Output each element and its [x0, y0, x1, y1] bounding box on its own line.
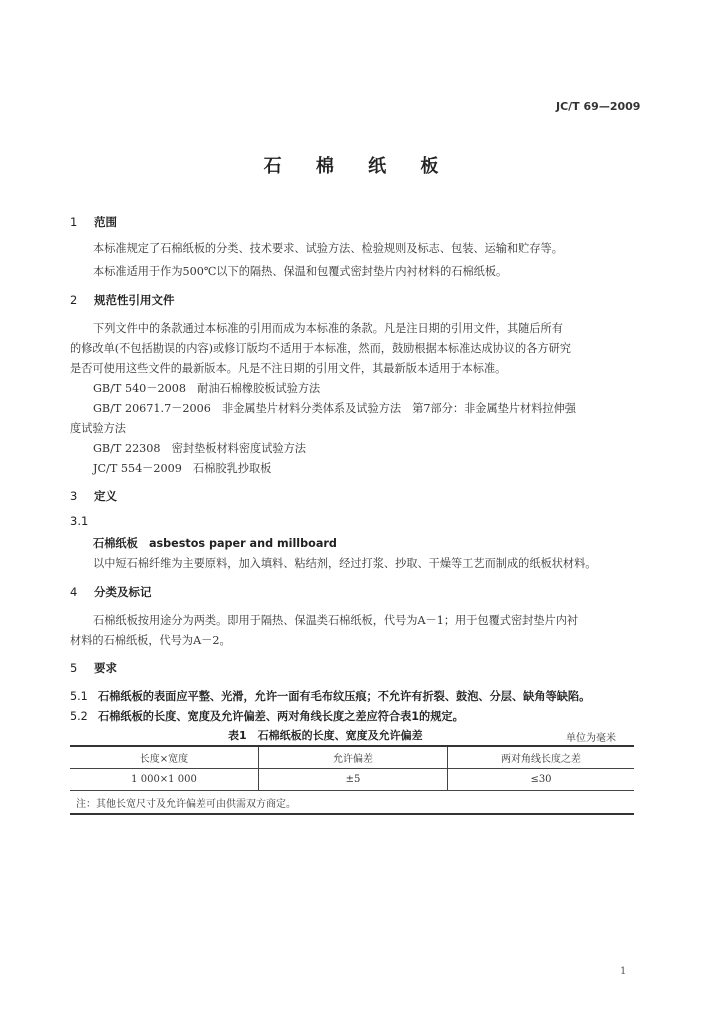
section-number: 3 [70, 489, 78, 503]
table-caption: 表1 石棉纸板的长度、宽度及允许偏差 [228, 729, 423, 742]
table-row [70, 769, 634, 791]
reference-item: JC/T 554－2009 石棉胶乳抄取板 [93, 462, 272, 475]
term-definition: 以中短石棉纤维为主要原料，加入填料、粘结剂，经过打浆、抄取、干燥等工艺而制成的纸板状材料。 [93, 557, 597, 570]
clause-number: 5.1 [70, 690, 88, 703]
reference-item: GB/T 22308 密封垫板材料密度试验方法 [93, 442, 306, 455]
clause-text: 石棉纸板的长度、宽度及允许偏差、两对角线长度之差应符合表1的规定。 [98, 710, 464, 723]
section-title: 范围 [94, 215, 117, 229]
table-note: 注：其他长宽尺寸及允许偏差可由供需双方商定。 [70, 791, 634, 815]
section-3-heading [70, 488, 117, 504]
reference-item: GB/T 540－2008 耐油石棉橡胶板试验方法 [93, 382, 321, 395]
section-5-heading [70, 660, 117, 676]
page-number: 1 [620, 966, 627, 977]
clause-number: 5.2 [70, 710, 88, 723]
section-title: 定义 [94, 489, 117, 503]
paragraph: 本标准规定了石棉纸板的分类、技术要求、试验方法、检验规则及标志、包装、运输和贮存等。 [93, 242, 563, 255]
section-number: 4 [70, 585, 78, 599]
section-title: 要求 [94, 661, 117, 675]
requirement-5-2 [70, 708, 464, 724]
section-1-heading [70, 214, 117, 230]
paragraph: 下列文件中的条款通过本标准的引用而成为本标准的条款。凡是注日期的引用文件，其随后所有 [93, 322, 563, 335]
subsection-number: 3.1 [70, 514, 89, 528]
section-4-heading [70, 584, 152, 600]
table-cell: 1 000×1 000 [70, 769, 259, 791]
column-header: 允许偏差 [259, 746, 448, 769]
section-2-heading [70, 292, 175, 308]
table-note-row [70, 791, 634, 815]
table-cell: ≤30 [448, 769, 635, 791]
section-number: 1 [70, 215, 78, 229]
section-title: 规范性引用文件 [94, 293, 175, 307]
term-definition-title: 石棉纸板 asbestos paper and millboard [93, 537, 337, 550]
reference-item: GB/T 20671.7－2006 非金属垫片材料分类体系及试验方法 第7部分：非金属垫片材料拉伸强 [93, 402, 576, 415]
paragraph-continued: 是否可使用这些文件的最新版本。凡是不注日期的引用文件，其最新版本适用于本标准。 [70, 362, 507, 375]
table-header-row [70, 746, 634, 769]
paragraph-continued: 材料的石棉纸板，代号为A－2。 [70, 634, 231, 647]
dimensions-table [70, 745, 634, 815]
paragraph-continued: 的修改单(不包括勘误的内容)或修订版均不适用于本标准，然而，鼓励根据本标准达成协议的各方研究 [70, 342, 571, 355]
section-number: 5 [70, 661, 78, 675]
table-unit: 单位为毫米 [566, 733, 616, 744]
section-number: 2 [70, 293, 78, 307]
document-code: JC/T 69—2009 [556, 100, 641, 113]
paragraph: 本标准适用于作为500℃以下的隔热、保温和包覆式密封垫片内衬材料的石棉纸板。 [93, 265, 508, 278]
column-header: 长度×宽度 [70, 746, 259, 769]
clause-text: 石棉纸板的表面应平整、光滑，允许一面有毛布纹压痕；不允许有折裂、鼓泡、分层、缺角等缺陷。 [98, 690, 591, 703]
section-title: 分类及标记 [94, 585, 152, 599]
requirement-5-1 [70, 688, 590, 704]
paragraph: 石棉纸板按用途分为两类。即用于隔热、保温类石棉纸板，代号为A－1；用于包覆式密封垫片内衬 [93, 614, 579, 627]
reference-item-continued: 度试验方法 [70, 422, 126, 435]
page-title: 石 棉 纸 板 [263, 156, 453, 177]
column-header: 两对角线长度之差 [448, 746, 635, 769]
table-cell: ±5 [259, 769, 448, 791]
